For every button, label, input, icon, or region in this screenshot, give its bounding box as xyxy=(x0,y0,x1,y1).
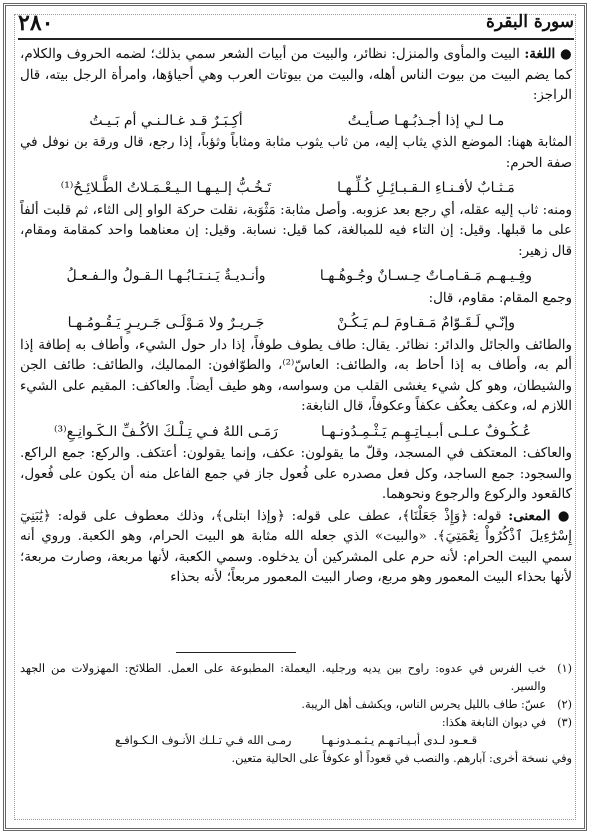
surah-title: سورة البقرة xyxy=(486,12,574,32)
section-label-lugha: ● اللغة: xyxy=(524,46,572,62)
paragraph-maana: ● المعنى: قوله: ﴿وَإِذْ جَعَلْنَا﴾، عطف على قوله: ﴿وإذا ابتلى﴾، وذلك معطوف على قوله: ﴿يَٰبَنِيٓ إِسْرَٰٓءِيلَ ٱذْكُرُواْ نِعْمَتِيَ﴾. «والبيت» الذي جعله الله مثابة هو البيت الحرام، وهو الكعبة. وروي أنه سمي البيت الحرام: لأنه حرم على المشركين أن يدخلوه. وسمي الكعبة، لأنها مربعة، وصارت مربعة؛ لأنها بحذاء البيت المعمور وهو مربع، وصار البيت المعمور مربعاً؛ لأنه بحذاء xyxy=(20,507,572,585)
verse: وفِـيـهـم مَـقـامـاتٌ حِـسـانٌ وجُـوهُـهـا وأنـديـةٌ يَـنـتـابُـهـا الـقـولُ والـفـعـلُ xyxy=(66,268,533,284)
header-rule xyxy=(18,38,574,40)
paragraph: ومنه: ثاب إليه عقله، أي رجع بعد عزوبه. وأصل مثابة: مَثْوَبة، نقلت حركة الواو إلى الثاء، ثم قلبت ألفاً على ما قبلها. وقيل: إن التاء فيه للمبالغة، كما قيل: نسابة. وقيل: إن معناهما واحد كمقامة ومقام، قال زهير: xyxy=(20,202,572,259)
paragraph: والطائف والجائل والدائر: نظائر. يقال: طاف يطوف طوفاً، إذا دار حول الشيء، وأطاف به إطافة إذا ألم به، وأطاف به إذا أحاط به، والطائف: العاسّ⁽²⁾، والطوّافون: المماليك، والطائف: طائف الجن والشيطان، وهو كل شيء يغشى القلب من وسواسه، وهو طيف أيضاً. والعاكف: المقيم على الشيء اللازم له، وعكف يعكُف عكفاً وعكوفاً، قال النابغة: xyxy=(20,337,573,414)
paragraph: والعاكف: المعتكف في المسجد، وقلّ ما يقولون: عكف، وإنما يقولون: أعتكف. والركع: جمع الراكع. والسجود: جمع الساجد، وكل فعل مصدره على فُعول جاز في جمع الفاعل منه أن يكون على فُعول، كالقعود والركوع والرجوع ونحوهما. xyxy=(20,446,572,502)
paragraph: المثابة ههنا: الموضع الذي يثاب إليه، من ثاب يثوب مثابة ومثاباً وثؤباً، إذا رجع، قال ورقة بن نوفل في صفة الحرم: xyxy=(20,135,572,171)
footnote: (٢) عسّ: طاف بالليل يحرس الناس، ويكشف أهل الريبة. xyxy=(301,698,572,711)
page-number: ٢٨٠ xyxy=(18,10,54,36)
main-text xyxy=(20,44,572,589)
verse: عُـكُـوفٌ عـلـى أبـيـاتِـهِـم يَـثْـمِـدُونـهـا رَمَـى اللهُ فـي تِـلْـكَ الأكُـفِّ الـكَـوانِـعِ⁽³⁾ xyxy=(54,423,532,440)
footnote: (٣) في ديوان النابغة هكذا: xyxy=(441,716,572,729)
page-header xyxy=(18,10,574,36)
section-label-maana: ● المعنى: xyxy=(508,507,572,524)
footnotes xyxy=(20,660,572,768)
verse: مـا لـي إذا أجـذبُـهـا صـأيـتُ أكِـبَـرٌ قـد غـالـنـي أم بَـيـتُ xyxy=(89,112,505,129)
verse: وإنّـي لَـقَـوّامٌ مَـقـاومَ لـم يَـكُـنْ جَـريـرٌ ولا مَـوْلَـى جَـريـرٍ يَـقُـومُـهـا xyxy=(67,315,516,331)
footnote-tail: وفي نسخة أخرى: آبارهم. والنصب في قعوداً أو عكوفاً على الحالية متعين. xyxy=(231,752,572,765)
paragraph-lugha: ● اللغة: البيت والمأوى والمنزل: نظائر، والبيت من أبيات الشعر سمي بذلك؛ لضمه الحروف والكلام، كما يضم البيت من بيوت الناس أهله، والبيت من بيوتات العرب وهي أحياؤها، وامرأة الرجل بيته، قال الراجز: xyxy=(20,46,572,103)
verse: مَـثـابٌ لأفـنـاءِ الـقـبـائِـلِ كُـلِّـهـا تَـخُـبُّ إلـيـهـا الـيـعْـمَـلاتُ الطَّـلائِـحُ⁽¹⁾ xyxy=(60,180,515,196)
footnote-rule xyxy=(176,652,296,653)
paragraph: وجمع المقام: مقاوم، قال: xyxy=(428,290,572,306)
footnote-verse: قـعـود لـدى أبـيـاتـهـم يـثـمـدونـهـا رمـى الله فـي تـلـك الأنـوف الـكـوافـع xyxy=(114,734,478,747)
footnote: (١) خب الفرس في عدوه: راوح بين يديه ورجليه. اليعملة: المطبوعة على العمل. الطلائح: المهزولات من الجهد والسير. xyxy=(20,662,572,693)
